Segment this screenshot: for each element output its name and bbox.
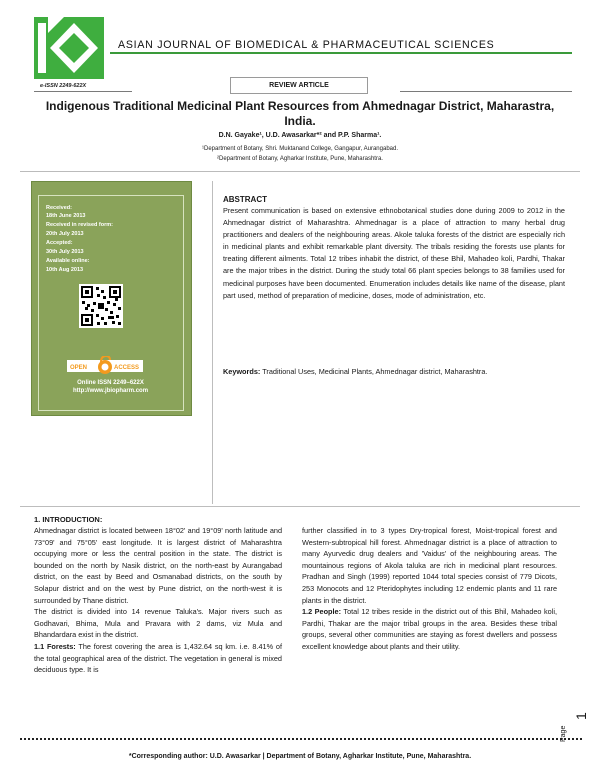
revised-date: 20th July 2013 <box>46 231 84 237</box>
revised-label: Received in revised form: <box>46 222 113 228</box>
article-type-badge: REVIEW ARTICLE <box>230 77 368 94</box>
keywords-label: Keywords: <box>223 367 261 376</box>
right-column <box>302 525 557 653</box>
online-issn: Online ISSN 2249–622X <box>77 380 144 386</box>
article-type-rule <box>400 91 572 92</box>
abstract-body: Present communication is based on extensive ethnobotanical studies done during 2009 to 2012 in the Ahmednagar district of Maharashtra. Ahmednagar is a place of attraction to many herbal drug practitioners and dealers of the neighbouring areas. Akole taluka forests of the district are especially rich in medicinal plants and exhibit remarkable plant diversity. The tribals residing the forests use plants for treating different ailments. Total 12 tribes inhabit the district, of these Bhil, Mahadeo koli, Pardhi, Thakar are the major tribes in the district. During the study total 66 plant species belongs to 38 families used for medicinal purposes have been documented. Enumeration includes details like name of the disease, plant part used, method of preparation of medicine, doses, mode of administration, etc. <box>223 206 565 300</box>
forests-label: 1.1 Forests: <box>34 641 76 651</box>
open-access-icon <box>67 356 143 376</box>
affiliation-2: ²Department of Botany, Agharkar Institute, Pune, Maharashtra. <box>217 156 383 162</box>
people-label: 1.2 People: <box>302 607 342 617</box>
online-label: Available online: <box>46 258 90 264</box>
keywords-text: Traditional Uses, Medicinal Plants, Ahmednagar district, Maharashtra. <box>262 367 488 376</box>
author-list: D.N. Gayake¹, U.D. Awasarkar*² and P.P. Sharma¹. <box>218 132 382 139</box>
issn-rule <box>34 91 132 92</box>
accepted-date: 30th July 2013 <box>46 249 84 255</box>
footer-dotted-rule <box>20 738 582 740</box>
body-separator <box>20 506 580 507</box>
intro-paragraph-2: The district is divided into 14 revenue Taluka's. Major rivers such as Godhavari, Bhima, Mula and Pravara with 2 dams, viz Mula and Bhandardara exist in the district. <box>34 607 282 640</box>
received-label: Received: <box>46 205 72 211</box>
keywords-block <box>223 366 565 378</box>
issn-label: e-ISSN 2249-622X <box>40 83 87 89</box>
open-access-right: ACCESS <box>114 365 140 371</box>
page-number: 1 <box>573 712 589 720</box>
corresponding-author: *Corresponding author: U.D. Awasarkar | Department of Botany, Agharkar Institute, Pune, Maharashtra. <box>128 753 472 760</box>
people-paragraph <box>302 606 557 652</box>
vegetation-paragraph: further classified in to 3 types Dry-tropical forest, Moist-tropical forest and Western-subtropical hill forest. Ahmednagar district is a place of attraction to many Ayurvedic drug dealers and 'Vaidus' of the neighbouring areas. The mountainous regions of Akola taluka are rich in medicinal plant resources. Pradhan and Singh (1999) reported 1044 total species consist of 779 Dicots, 253 Monocots and 12 Pteridophytes including 12 endemic plants and 11 rare plants in the district. <box>302 526 557 605</box>
open-access-left: OPEN <box>70 365 88 371</box>
people-text: Total 12 tribes reside in the district out of this Bhil, Mahadeo koli, Pardhi, Thakar are the major tribal groups in the area. Besides these tribal groups, several other communities are staying as forest dwellers and possess excellent knowledge about plants and their utility. <box>302 607 557 651</box>
forests-paragraph <box>34 641 282 676</box>
affiliation-1: ¹Department of Botany, Shri. Muktanand College, Gangapur, Aurangabad. <box>201 146 398 152</box>
accepted-label: Accepted: <box>46 240 73 246</box>
page-label: Page <box>560 725 567 742</box>
left-column <box>34 525 282 676</box>
journal-url-link[interactable]: http://www.jbiopharm.com <box>72 388 149 394</box>
qr-code-icon <box>79 284 123 328</box>
journal-name: ASIAN JOURNAL OF BIOMEDICAL & PHARMACEUTICAL SCIENCES <box>118 39 495 51</box>
forests-text: The forest covering the area is 1,432.64 sq km. i.e. 8.41% of the total geographical area of the district. The vegetation in general is mixed deciduous type. It is <box>34 641 282 675</box>
abstract-divider <box>212 181 213 504</box>
online-date: 10th Aug 2013 <box>46 267 84 273</box>
journal-logo <box>34 17 104 79</box>
abstract-heading: ABSTRACT <box>223 195 267 204</box>
article-title: Indigenous Traditional Medicinal Plant Resources from Ahmednagar District, Maharastra, India. <box>45 99 555 128</box>
introduction-heading: 1. INTRODUCTION: <box>34 515 103 524</box>
header-separator <box>20 171 580 172</box>
header-rule <box>110 52 572 54</box>
intro-paragraph-1: Ahmednagar district is located between 18°02' and 19°09' north latitude and 73°09' and 75°05' east longitude. It is largest district of Maharashtra occupying more or less the central position in the state. The district is bounded on the north by Nasik district, on the north-east by Aurangabad district, on the east by Beed and Osmanabad districts, on the south by Solapur district and on the west by Pune district, on the north-west it is surrounded by Thane district. <box>34 526 282 605</box>
received-date: 18th June 2013 <box>46 213 86 219</box>
